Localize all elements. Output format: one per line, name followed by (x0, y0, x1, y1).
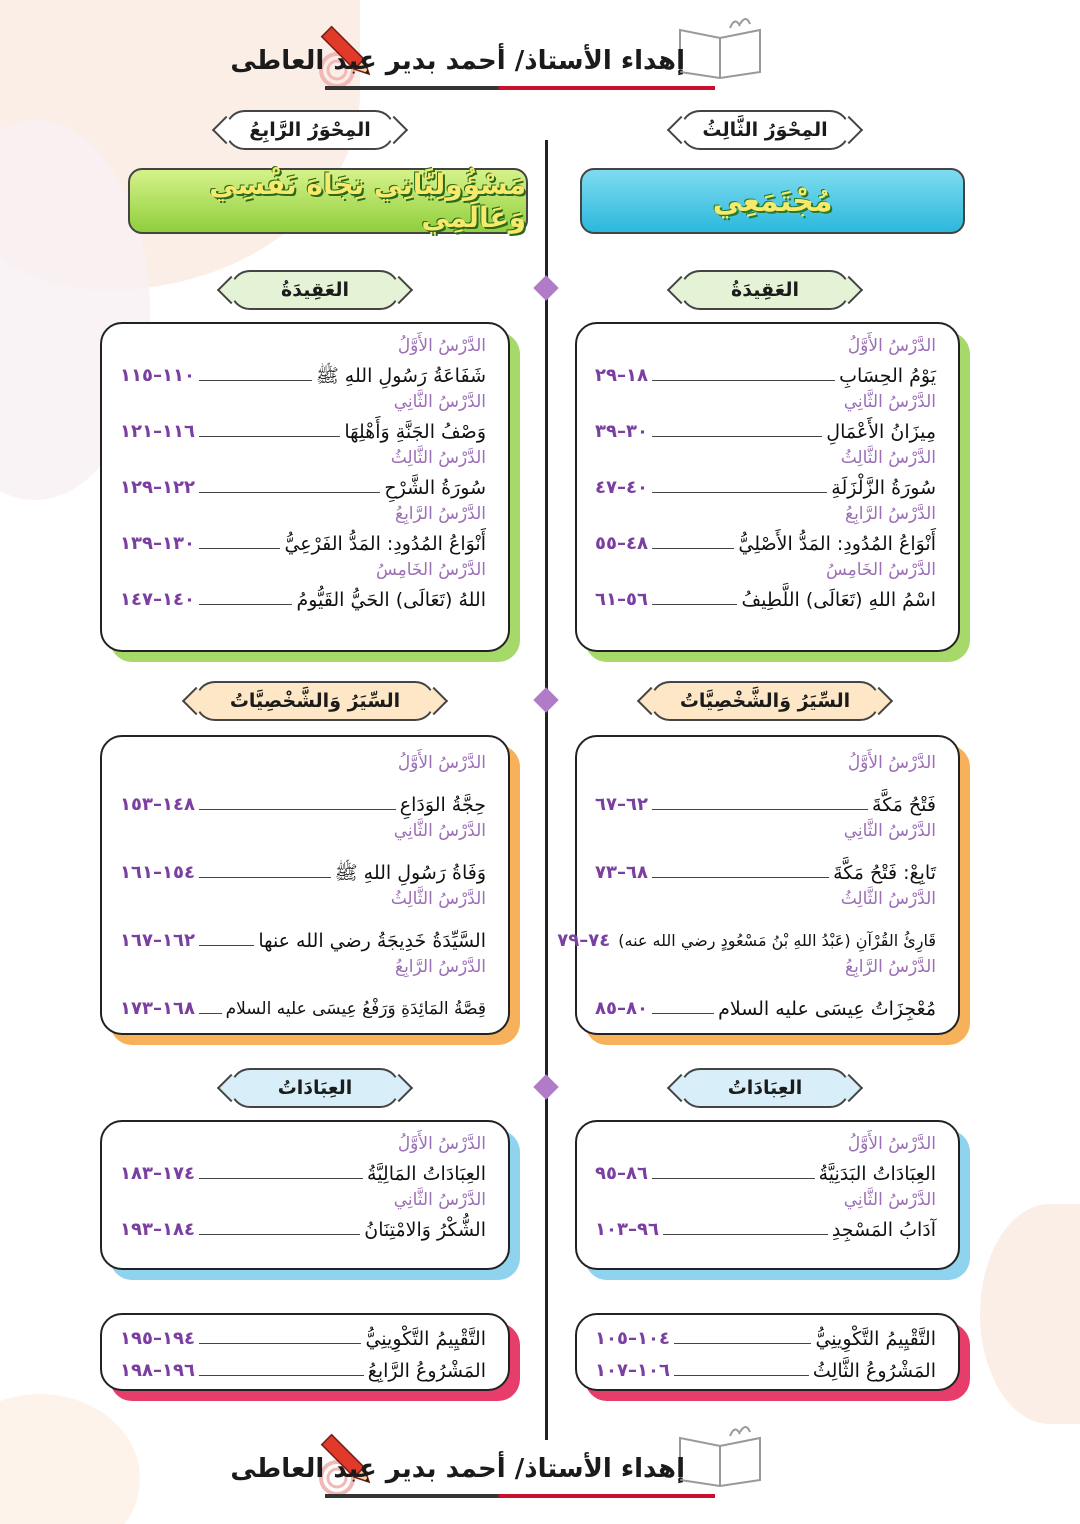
lesson-label: الدَّرْسُ الرَّابِعُ (395, 957, 486, 977)
lesson-name: المَشْرُوعُ الرَّابِعُ (367, 1360, 486, 1382)
footer-underline (325, 1494, 715, 1498)
book-icon (675, 1418, 765, 1488)
lesson-pages: ١٤٠–١٤٧ (120, 589, 195, 610)
lesson-pages: ١٠٤–١٠٥ (595, 1328, 670, 1349)
lesson-row (120, 358, 486, 390)
lesson-label: الدَّرْسُ الثَّالِثُ (390, 889, 486, 909)
lesson-label: الدَّرْسُ الأَوَّلُ (847, 336, 936, 356)
lesson-row (595, 414, 936, 446)
lesson-pages: ١٨٤–١٩٣ (120, 1219, 195, 1240)
header-underline (325, 86, 715, 90)
lesson-name: العِبَادَاتُ البَدَنِيَّةُ (818, 1163, 936, 1185)
lesson-row (120, 582, 486, 614)
divider-diamond (533, 1074, 558, 1099)
lesson-pages: ١١٦–١٢١ (120, 421, 195, 442)
lesson-label: الدَّرْسُ الثَّانِي (393, 392, 486, 412)
lesson-row (595, 470, 936, 502)
lesson-label: الدَّرْسُ الأَوَّلُ (397, 336, 486, 356)
lesson-name: اللهُ (تَعَالَى) الحَيُّ القَيُّومُ (296, 589, 486, 611)
lesson-pages: ٨٦–٩٥ (595, 1163, 648, 1184)
section-title-seerah-left: السِّيَرُ وَالشَّخْصِيَّاتُ (195, 681, 435, 721)
lesson-label: الدَّرْسُ الثَّانِي (843, 821, 936, 841)
lesson-label: الدَّرْسُ الثَّانِي (393, 821, 486, 841)
lesson-row (120, 470, 486, 502)
extras-box-right (575, 1313, 960, 1391)
lesson-box-aqeedah-right (575, 322, 960, 652)
lesson-label: الدَّرْسُ الخَامِسُ (375, 560, 486, 580)
lesson-name: اسْمُ اللهِ (تَعَالَى) اللَّطِيفُ (741, 589, 936, 611)
lesson-name: أَنْوَاعُ المُدُودِ: المَدُّ الأَصْلِيُّ (738, 533, 936, 555)
lesson-label: الدَّرْسُ الثَّالِثُ (840, 448, 936, 468)
lesson-row (595, 1212, 936, 1244)
lesson-pages: ١٤٨–١٥٣ (120, 794, 195, 815)
lesson-label: الدَّرْسُ الرَّابِعُ (845, 504, 936, 524)
lesson-box-seerah-left (100, 735, 510, 1035)
unit-title-right: مُجْتَمَعِي (580, 168, 965, 234)
lesson-pages: ١٩٤–١٩٥ (120, 1328, 195, 1349)
center-divider (545, 140, 548, 1440)
lesson-label: الدَّرْسُ الثَّانِي (393, 1190, 486, 1210)
lesson-name: قَارِئُ القُرْآنِ (عَبْدُ اللهِ بْنُ مَسْعُودٍ رضي الله عنه) (618, 931, 936, 950)
lesson-name: الشُّكْرُ وَالامْتِنَانُ (364, 1219, 486, 1241)
lesson-row (595, 526, 936, 558)
lesson-name: مُعْجِزَاتُ عِيسَى عليه السلام (718, 998, 936, 1020)
lesson-pages: ٧٤–٧٩ (557, 930, 611, 951)
lesson-name: وَصْفُ الجَنَّةِ وَأَهْلِهَا (344, 421, 486, 443)
lesson-label: الدَّرْسُ الأَوَّلُ (397, 1134, 486, 1154)
section-title-ibadat-left: العِبَادَاتُ (230, 1068, 400, 1108)
lesson-name: التَّقْيِيمُ التَّكْوِينِيُّ (365, 1328, 486, 1350)
lesson-pages: ٥٦–٦١ (595, 589, 648, 610)
lesson-pages: ٦٢–٦٧ (595, 794, 648, 815)
lesson-box-ibadat-right (575, 1120, 960, 1270)
lesson-row (120, 843, 486, 887)
lesson-label: الدَّرْسُ الرَّابِعُ (845, 957, 936, 977)
lesson-row (120, 1212, 486, 1244)
header-banner (230, 10, 825, 90)
lesson-row (595, 1353, 936, 1385)
lesson-row (120, 911, 486, 955)
lesson-row (595, 582, 936, 614)
lesson-name: فَتْحُ مَكَّةَ (872, 794, 936, 816)
lesson-row (595, 843, 936, 887)
lesson-pages: ١٣٠–١٣٩ (120, 533, 195, 554)
footer-dedication: إهداء الأستاذ/ أحمد بدير عبد العاطى (230, 1454, 685, 1484)
lesson-pages: ١٢٢–١٢٩ (120, 477, 195, 498)
lesson-pages: ١٧٤–١٨٣ (120, 1163, 195, 1184)
lesson-pages: ١٩٦–١٩٨ (120, 1360, 195, 1381)
lesson-label: الدَّرْسُ الرَّابِعُ (395, 504, 486, 524)
lesson-row (557, 911, 936, 955)
lesson-pages: ٤٨–٥٥ (595, 533, 648, 554)
lesson-label: الدَّرْسُ الثَّانِي (843, 1190, 936, 1210)
lesson-pages: ١٦٢–١٦٧ (120, 930, 195, 951)
header-dedication: إهداء الأستاذ/ أحمد بدير عبد العاطى (230, 46, 685, 76)
lesson-name: آدَابُ المَسْجِدِ (831, 1219, 936, 1241)
unit-title-left: مَسْؤُولِيَّاتِي تِجَاهَ نَفْسِي وَعَالَمِي (128, 168, 528, 234)
lesson-pages: ٣٠–٣٩ (595, 421, 648, 442)
lesson-name: شَفَاعَةُ رَسُولِ اللهِ ﷺ (315, 365, 486, 387)
background-shape (0, 1394, 140, 1524)
lesson-label: الدَّرْسُ الخَامِسُ (825, 560, 936, 580)
lesson-pages: ١٨–٢٩ (595, 365, 648, 386)
lesson-row (595, 775, 936, 819)
lesson-pages: ٩٦–١٠٣ (595, 1219, 659, 1240)
lesson-name: السَّيِّدَةُ خَدِيجَةُ رضي الله عنها (258, 930, 486, 952)
lesson-name: سُورَةُ الزَّلْزَلَةِ (831, 477, 936, 499)
lesson-pages: ٤٠–٤٧ (595, 477, 648, 498)
lesson-row (120, 1321, 486, 1353)
lesson-pages: ٦٨–٧٣ (595, 862, 648, 883)
lesson-row (595, 979, 936, 1023)
lesson-box-ibadat-left (100, 1120, 510, 1270)
section-title-aqeedah-left: العَقِيدَةُ (230, 270, 400, 310)
lesson-pages: ١٠٦–١٠٧ (595, 1360, 670, 1381)
section-title-ibadat-right: العِبَادَاتُ (680, 1068, 850, 1108)
divider-diamond (533, 687, 558, 712)
lesson-row (120, 1353, 486, 1385)
lesson-box-aqeedah-left (100, 322, 510, 652)
lesson-label: الدَّرْسُ الأَوَّلُ (847, 753, 936, 773)
lesson-name: المَشْرُوعُ الثَّالِثُ (812, 1360, 936, 1382)
extras-box-left (100, 1313, 510, 1391)
footer-banner (230, 1418, 825, 1498)
lesson-pages: ٨٠–٨٥ (595, 998, 648, 1019)
lesson-pages: ١٥٤–١٦١ (120, 862, 195, 883)
lesson-name: سُورَةُ الشَّرْحِ (384, 477, 486, 499)
book-icon (675, 10, 765, 80)
lesson-label: الدَّرْسُ الثَّالِثُ (840, 889, 936, 909)
lesson-name: حِجَّةُ الوَدَاعِ (399, 794, 486, 816)
lesson-row (120, 526, 486, 558)
divider-diamond (533, 275, 558, 300)
section-title-seerah-right: السِّيَرُ وَالشَّخْصِيَّاتُ (650, 681, 880, 721)
lesson-name: يَوْمُ الحِسَابِ (839, 365, 936, 387)
lesson-name: أَنْوَاعُ المُدُودِ: المَدُّ الفَرْعِيُّ (284, 533, 486, 555)
axis-label-right: المِحْوَرُ الثَّالِثُ (680, 110, 850, 150)
lesson-pages: ١١٠–١١٥ (120, 365, 195, 386)
lesson-label: الدَّرْسُ الأَوَّلُ (397, 753, 486, 773)
lesson-box-seerah-right (557, 735, 960, 1035)
lesson-name: العِبَادَاتُ المَالِيَّةُ (367, 1163, 486, 1185)
lesson-label: الدَّرْسُ الثَّانِي (843, 392, 936, 412)
lesson-row (595, 358, 936, 390)
lesson-name: التَّقْيِيمُ التَّكْوِينِيُّ (815, 1328, 936, 1350)
lesson-label: الدَّرْسُ الأَوَّلُ (847, 1134, 936, 1154)
section-title-aqeedah-right: العَقِيدَةُ (680, 270, 850, 310)
lesson-pages: ١٦٨–١٧٣ (120, 998, 195, 1019)
lesson-row (120, 775, 486, 819)
lesson-row (595, 1156, 936, 1188)
lesson-name: قِصَّةُ المَائِدَةِ وَرَفْعُ عِيسَى عليه السلام (225, 999, 486, 1019)
lesson-name: تَابِعْ: فَتْحُ مَكَّةَ (833, 862, 936, 884)
lesson-name: وَفَاةُ رَسُولِ اللهِ ﷺ (334, 862, 486, 884)
lesson-row (595, 1321, 936, 1353)
lesson-row (120, 1156, 486, 1188)
lesson-row (120, 979, 486, 1023)
lesson-label: الدَّرْسُ الثَّالِثُ (390, 448, 486, 468)
axis-label-left: المِحْوَرُ الرَّابِعُ (225, 110, 395, 150)
lesson-name: مِيزَانُ الأَعْمَالِ (826, 421, 936, 443)
background-shape (980, 1204, 1080, 1424)
lesson-row (120, 414, 486, 446)
